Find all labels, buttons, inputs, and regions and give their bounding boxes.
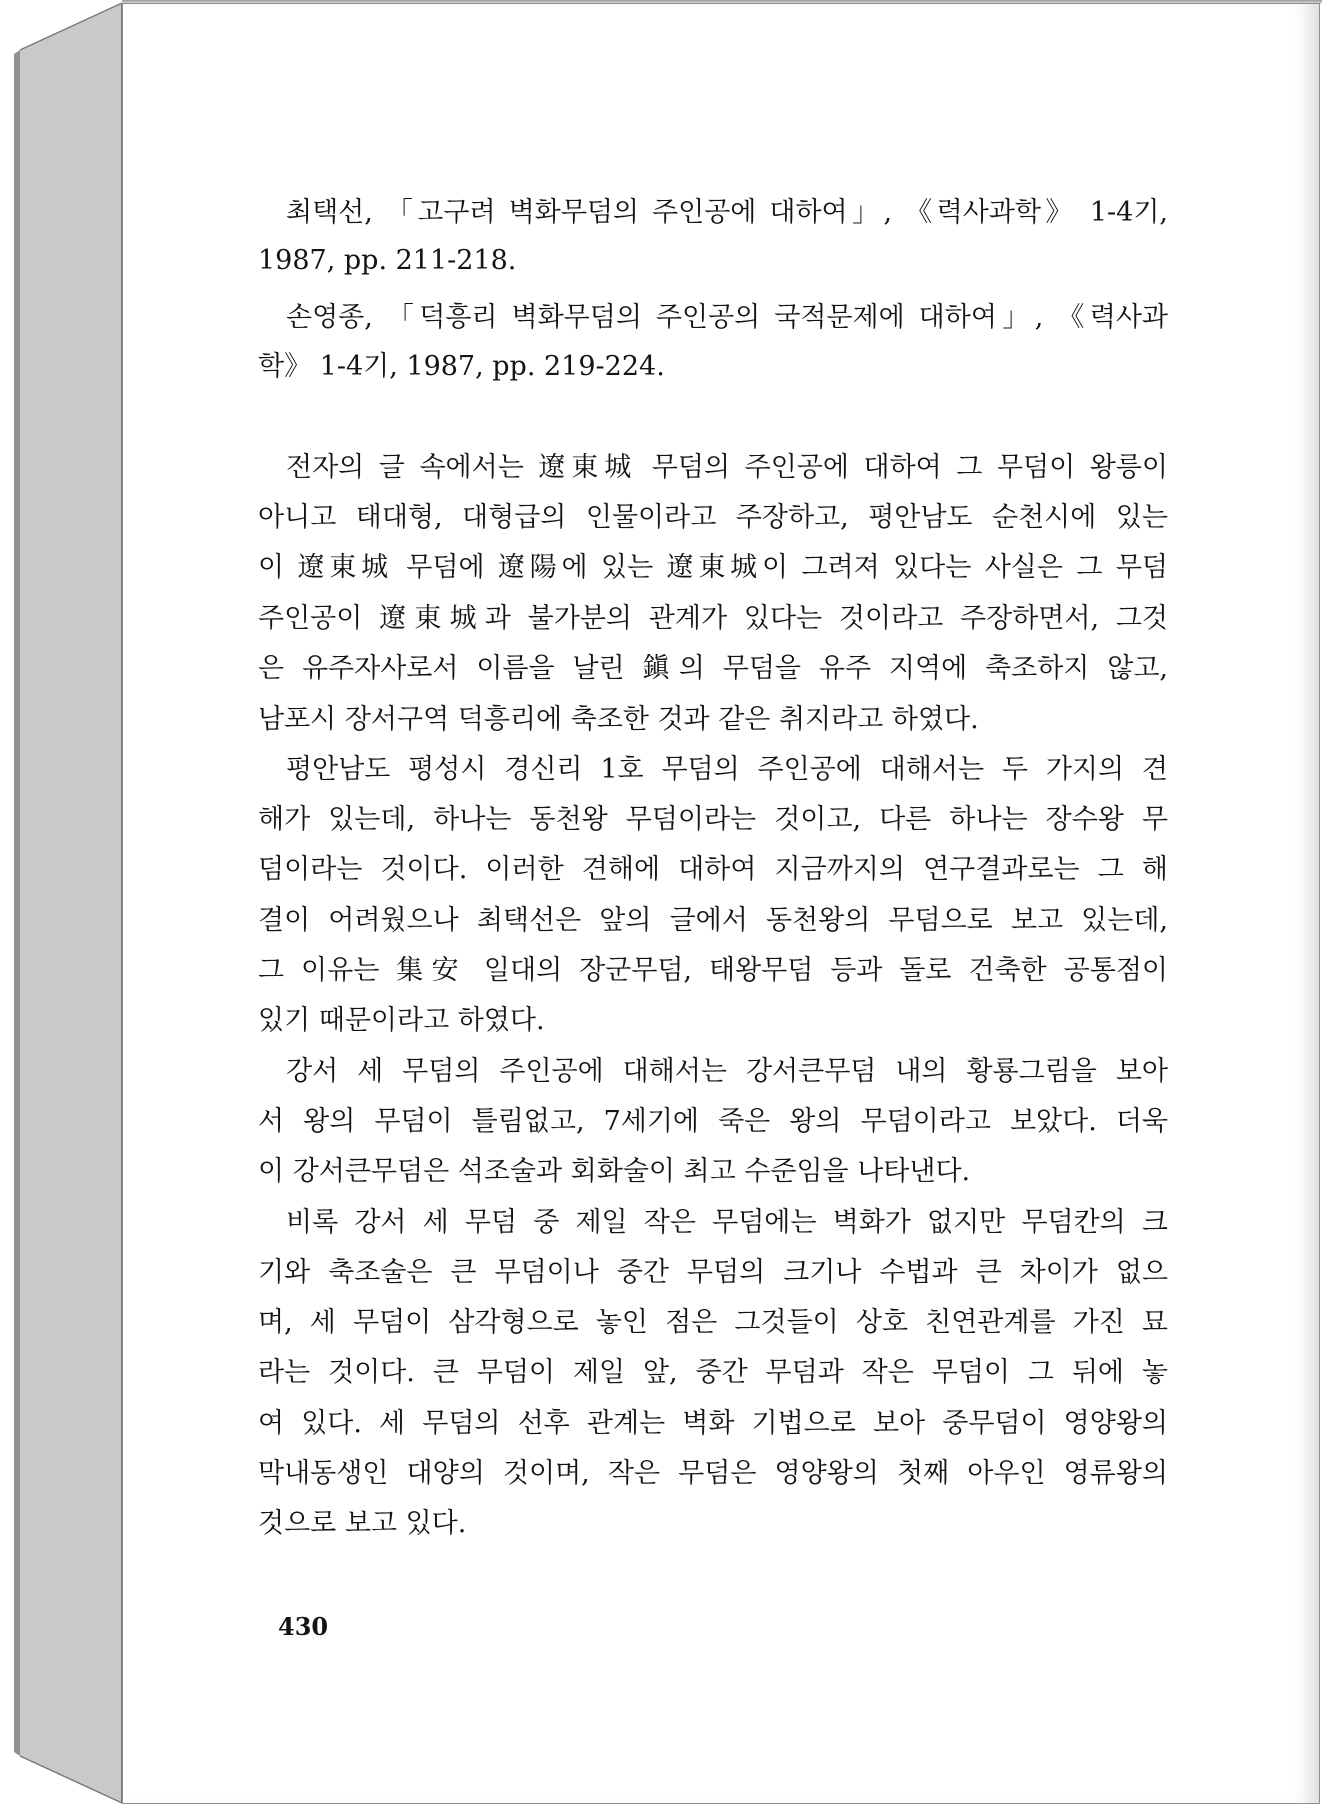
paragraph-4-line-3: 며, 세 무덤이 삼각형으로 놓인 점은 그것들이 상호 친연관계를 가진 묘 <box>258 1307 1168 1338</box>
paragraph-2-line-6: 있기 때문이라고 하였다. <box>258 1005 545 1036</box>
paragraph-1-line-4: 주인공이 遼東城과 불가분의 관계가 있다는 것이라고 주장하면서, 그것 <box>258 603 1168 634</box>
paragraph-2-line-5: 그 이유는 集安 일대의 장군무덤, 태왕무덤 등과 돌로 건축한 공통점이 <box>258 955 1168 986</box>
paragraph-4-line-2: 기와 축조술은 큰 무덤이나 중간 무덤의 크기나 수법과 큰 차이가 없으 <box>258 1257 1168 1288</box>
reference-2-line-1: 손영종, 「덕흥리 벽화무덤의 주인공의 국적문제에 대하여」, 《력사과 <box>286 302 1168 333</box>
page-number: 430 <box>278 1612 329 1641</box>
paragraph-4-line-7: 것으로 보고 있다. <box>258 1508 467 1539</box>
paragraph-4-line-1: 비록 강서 세 무덤 중 제일 작은 무덤에는 벽화가 없지만 무덤칸의 크 <box>286 1207 1168 1238</box>
paragraph-1-line-5: 은 유주자사로서 이름을 날린 鎭의 무덤을 유주 지역에 축조하지 않고, <box>258 653 1168 684</box>
paragraph-3-line-3: 이 강서큰무덤은 석조술과 회화술이 최고 수준임을 나타낸다. <box>258 1156 971 1187</box>
reference-1-line-2: 1987, pp. 211-218. <box>258 245 517 276</box>
paragraph-3-line-2: 서 왕의 무덤이 틀림없고, 7세기에 죽은 왕의 무덤이라고 보았다. 더욱 <box>258 1106 1168 1137</box>
paragraph-2-line-1: 평안남도 평성시 경신리 1호 무덤의 주인공에 대해서는 두 가지의 견 <box>286 754 1168 785</box>
paragraph-2-line-4: 결이 어려웠으나 최택선은 앞의 글에서 동천왕의 무덤으로 보고 있는데, <box>258 905 1168 936</box>
book-spine <box>0 0 140 1806</box>
paragraph-4-line-6: 막내동생인 대양의 것이며, 작은 무덤은 영양왕의 첫째 아우인 영류왕의 <box>258 1458 1168 1489</box>
paragraph-2-line-3: 덤이라는 것이다. 이러한 견해에 대하여 지금까지의 연구결과로는 그 해 <box>258 854 1168 885</box>
paragraph-1-line-3: 이 遼東城 무덤에 遼陽에 있는 遼東城이 그려져 있다는 사실은 그 무덤 <box>258 552 1168 583</box>
paragraph-2-line-2: 해가 있는데, 하나는 동천왕 무덤이라는 것이고, 다른 하나는 장수왕 무 <box>258 804 1168 835</box>
paragraph-4-line-5: 여 있다. 세 무덤의 선후 관계는 벽화 기법으로 보아 중무덤이 영양왕의 <box>258 1408 1168 1439</box>
paragraph-1-line-6: 남포시 장서구역 덕흥리에 축조한 것과 같은 취지라고 하였다. <box>258 704 979 735</box>
paragraph-1-line-2: 아니고 태대형, 대형급의 인물이라고 주장하고, 평안남도 순천시에 있는 <box>258 502 1168 533</box>
paragraph-1-line-1: 전자의 글 속에서는 遼東城 무덤의 주인공에 대하여 그 무덤이 왕릉이 <box>286 452 1168 483</box>
reference-1-line-1: 최택선, 「고구려 벽화무덤의 주인공에 대하여」, 《력사과학》 1-4기, <box>286 197 1168 228</box>
paragraph-3-line-1: 강서 세 무덤의 주인공에 대해서는 강서큰무덤 내의 황룡그림을 보아 <box>286 1056 1168 1087</box>
reference-2-line-2: 학》 1-4기, 1987, pp. 219-224. <box>258 351 665 382</box>
paragraph-4-line-4: 라는 것이다. 큰 무덤이 제일 앞, 중간 무덤과 작은 무덤이 그 뒤에 놓 <box>258 1357 1168 1388</box>
